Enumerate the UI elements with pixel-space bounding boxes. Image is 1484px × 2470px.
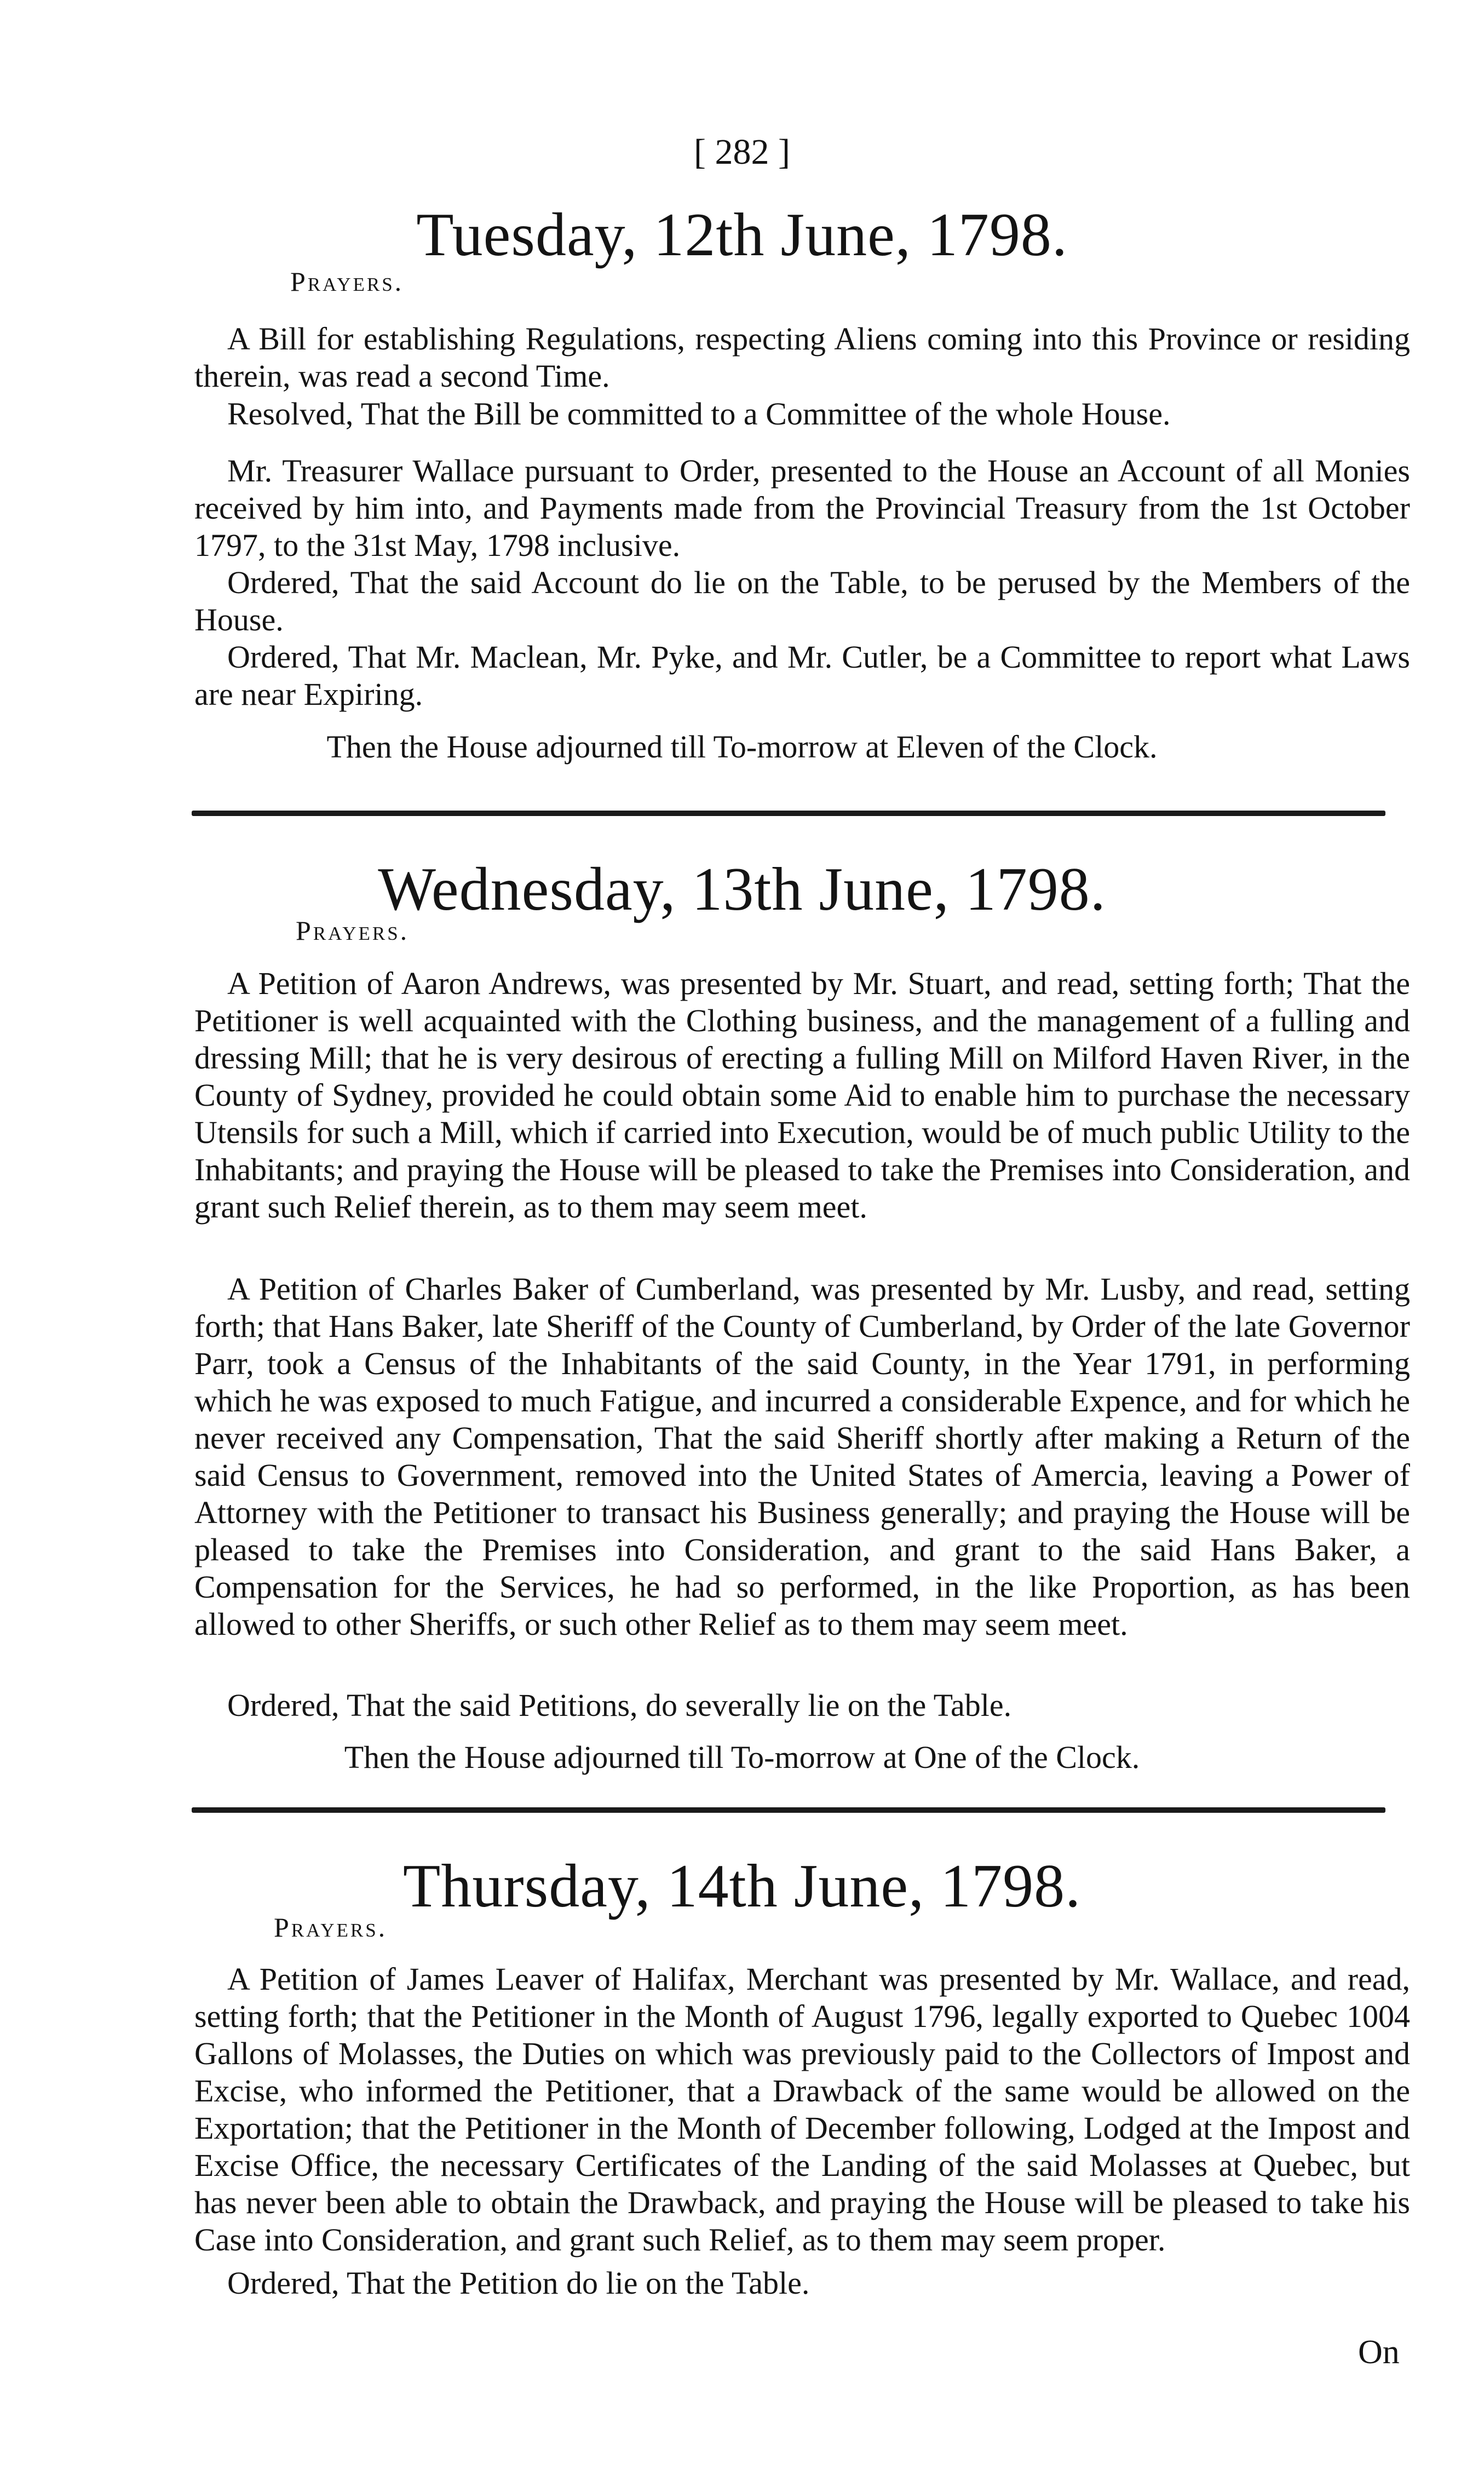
paragraph: Ordered, That the Petition do lie on the Table. <box>227 2265 810 2301</box>
section-title-thursday: Thursday, 14th June, 1798. <box>402 1852 1082 1920</box>
adjournment-text: Then the House adjourned till To-morrow at Eleven of the Clock. <box>326 729 1158 765</box>
section-title-tuesday: Tuesday, 12th June, 1798. <box>416 201 1068 269</box>
page-number: [ 282 ] <box>694 132 790 172</box>
section-title-wednesday: Wednesday, 13th June, 1798. <box>378 855 1106 923</box>
paragraph: A Bill for establishing Regulations, respecting Aliens coming into this Province or residing therein, was read a second Time. <box>194 321 1410 394</box>
paragraph: A Petition of Charles Baker of Cumberland, was presented by Mr. Lusby, and read, setting forth; that Hans Baker, late Sheriff of the County of Cumberland, by Order of the late Governor Parr, took a Census of the Inhabitants of the said County, in the Year 1791, in performing which he was exposed to much Fatigue, and incurred a considerable Expence, and for which he never received any Compensation, That the said Sheriff shortly after making a Return of the said Census to Government, removed into the United States of Amercia, leaving a Power of Attorney with the Petitioner to transact his Business generally; and praying the House will be pleased to take the Premises into Consideration, and grant to the said Hans Baker, a Compensation for the Services, he had so performed, in the like Proportion, as has been allowed to other Sheriffs, or such other Relief as to them may seem meet. <box>194 1271 1410 1642</box>
catchword: On <box>1358 2334 1400 2371</box>
paragraph: A Petition of James Leaver of Halifax, Merchant was presented by Mr. Wallace, and read, setting forth; that the Petitioner in the Month of August 1796, legally exported to Quebec 1004 Gallons of Molasses, the Duties on which was previously paid to the Collectors of Impost and Excise, who informed the Petitioner, that a Drawback of the same would be allowed on the Exportation; that the Petitioner in the Month of December following, Lodged at the Impost and Excise Office, the necessary Certificates of the Landing of the said Molasses at Quebec, but has never been able to obtain the Drawback, and praying the House will be pleased to take his Case into Consideration, and grant such Relief, as to them may seem proper. <box>194 1961 1410 2258</box>
paragraph: Mr. Treasurer Wallace pursuant to Order, presented to the House an Account of all Monies received by him into, and Payments made from the Provincial Treasury from the 1st October 1797, to the 31st May, 1798 inclusive. <box>194 453 1410 563</box>
adjournment-text: Then the House adjourned till To-morrow at One of the Clock. <box>344 1739 1140 1775</box>
prayers-heading: Prayers. <box>274 1912 388 1943</box>
prayers-heading: Prayers. <box>290 266 404 297</box>
section-divider <box>192 1807 1385 1813</box>
prayers-heading: Prayers. <box>296 915 410 946</box>
paragraph: Ordered, That Mr. Maclean, Mr. Pyke, and Mr. Cutler, be a Committee to report what Laws are near Expiring. <box>194 639 1410 712</box>
paragraph: A Petition of Aaron Andrews, was presented by Mr. Stuart, and read, setting forth; That the Petitioner is well acquainted with the Clothing business, and the management of a fulling and dressing Mill; that he is very desirous of erecting a fulling Mill on Milford Haven River, in the County of Sydney, provided he could obtain some Aid to enable him to purchase the necessary Utensils for such a Mill, which if carried into Execution, would be of much public Utility to the Inhabitants; and praying the House will be pleased to take the Premises into Consideration, and grant such Relief therein, as to them may seem meet. <box>194 966 1410 1225</box>
paragraph: Resolved, That the Bill be committed to a Committee of the whole House. <box>227 396 1171 432</box>
paragraph: Ordered, That the said Account do lie on the Table, to be perused by the Members of the House. <box>194 565 1410 637</box>
paragraph: Ordered, That the said Petitions, do severally lie on the Table. <box>227 1687 1012 1723</box>
section-divider <box>192 811 1385 816</box>
